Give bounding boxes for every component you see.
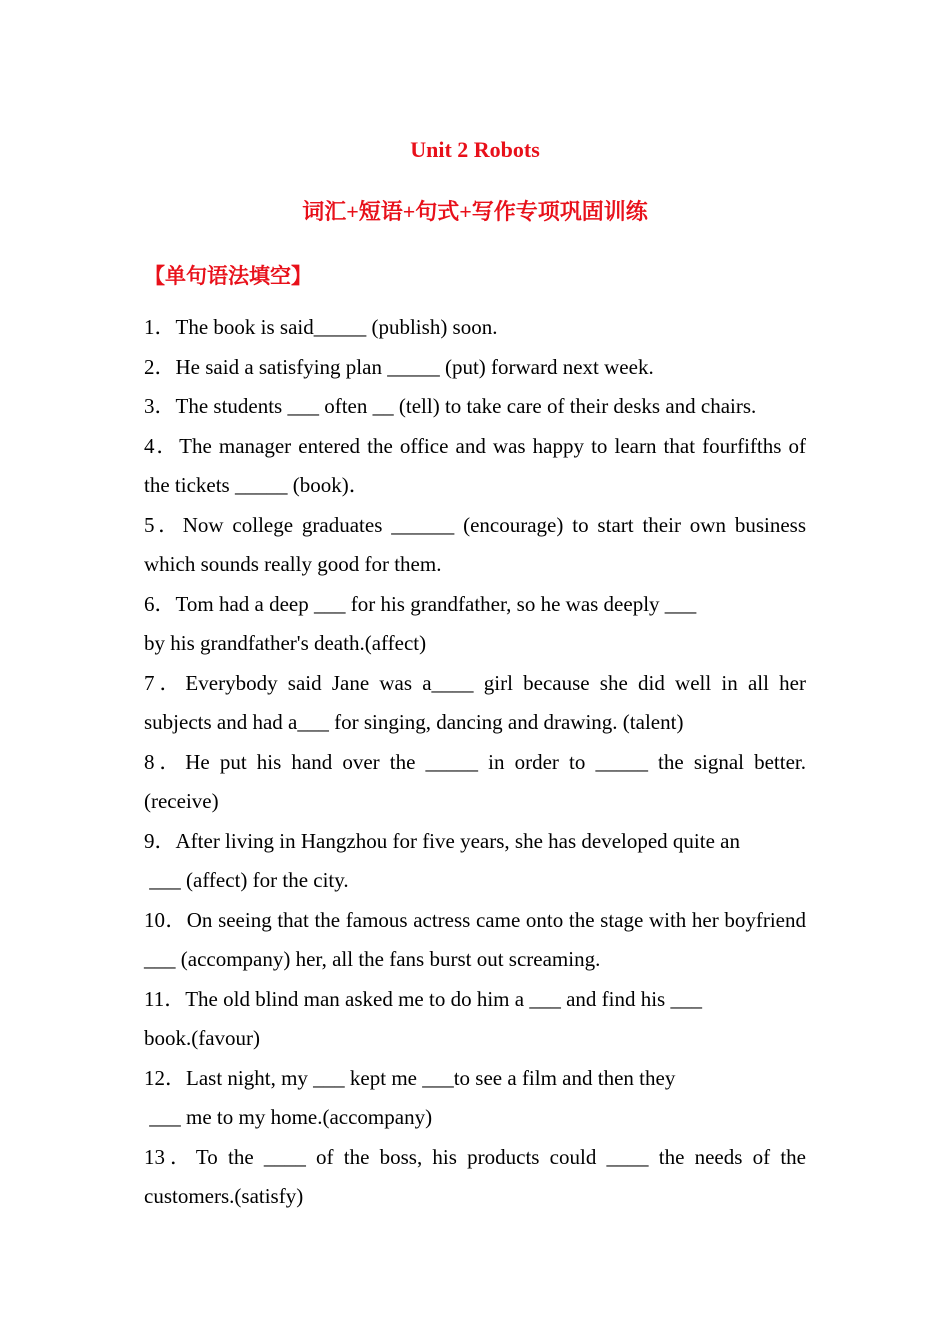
question-list xyxy=(144,308,806,1217)
question-11-line-2: book.(favour) xyxy=(144,1026,261,1050)
page-subtitle: 词汇+短语+句式+写作专项巩固训练 xyxy=(302,199,648,224)
question-4: 4．The manager entered the office and was happy to learn that fourfifths of the tickets _____ (book)． xyxy=(144,433,806,497)
question-6-line-2: by his grandfather's death.(affect) xyxy=(144,631,427,655)
section-heading: 【单句语法填空】 xyxy=(144,264,312,288)
question-9-line-1: 9．After living in Hangzhou for five years, she has developed quite an xyxy=(144,828,740,853)
question-5: 5．Now college graduates ______ (encourage) to start their own business which sounds really good for them. xyxy=(144,512,806,576)
question-7: 7．Everybody said Jane was a____ girl because she did well in all her subjects and had a___ for singing, dancing and drawing. (talent) xyxy=(144,670,806,734)
question-3: 3．The students ___ often __ (tell) to take care of their desks and chairs. xyxy=(144,394,757,418)
question-6-line-1: 6．Tom had a deep ___ for his grandfather, so he was deeply ___ xyxy=(144,591,697,616)
question-10: 10．On seeing that the famous actress came onto the stage with her boyfriend ___ (accompany) her, all the fans burst out screaming. xyxy=(144,907,806,971)
question-9-line-2: ___ (affect) for the city. xyxy=(144,868,349,892)
question-13: 13．To the ____ of the boss, his products could ____ the needs of the customers.(satisfy) xyxy=(144,1144,806,1208)
question-2: 2．He said a satisfying plan _____ (put) forward next week. xyxy=(144,354,654,379)
question-8: 8．He put his hand over the _____ in order to _____ the signal better. (receive) xyxy=(144,749,806,813)
question-12-line-2: ___ me to my home.(accompany) xyxy=(144,1105,433,1129)
question-12-line-1: 12．Last night, my ___ kept me ___to see a film and then they xyxy=(144,1065,676,1090)
question-11-line-1: 11．The old blind man asked me to do him a ___ and find his ___ xyxy=(144,986,702,1011)
question-1: 1．The book is said_____ (publish) soon. xyxy=(144,315,498,339)
page-title: Unit 2 Robots xyxy=(410,137,540,162)
